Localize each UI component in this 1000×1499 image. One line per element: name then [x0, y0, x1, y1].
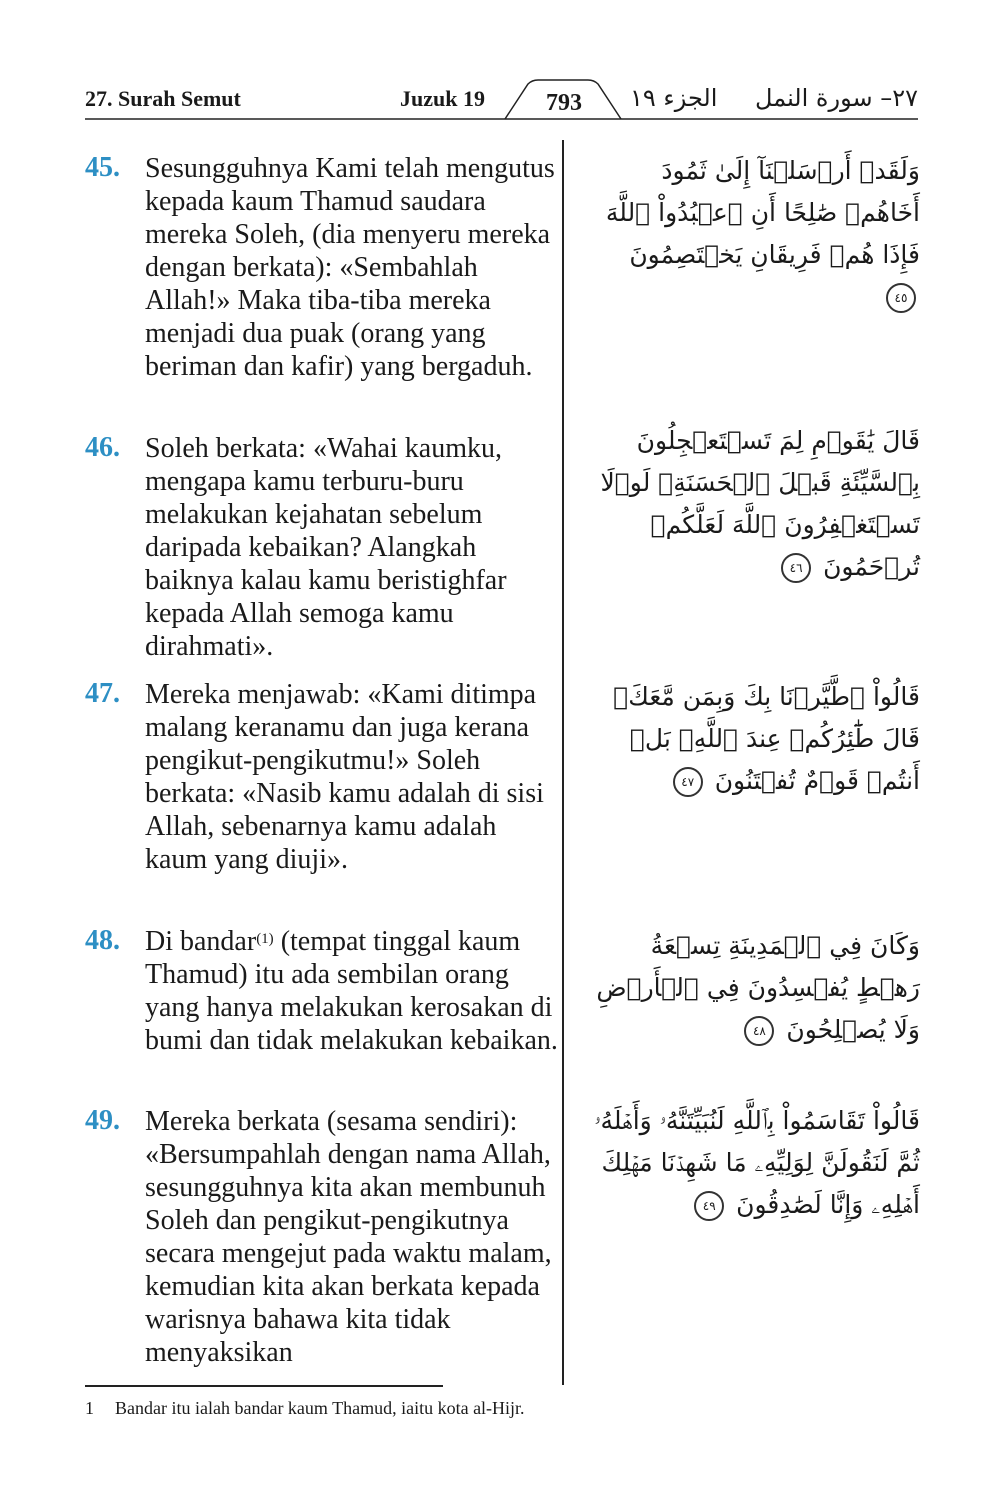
verse-text: Sesungguhnya Kami telah mengutus kepada kaum Thamud saudara mereka Soleh, (dia menyeru mereka dengan berkata): «Sembahlah Allah!» Maka tiba-tiba mereka menjadi dua puak (orang yang beriman dan kafir) yang bergaduh.	[145, 153, 555, 382]
ayah-marker: ٤٧	[673, 767, 703, 797]
arabic-text: قَالَ يَٰقَوۡمِ لِمَ تَسۡتَعۡجِلُونَ بِٱلسَّيِّئَةِ قَبۡلَ ٱلۡحَسَنَةِۖ لَوۡلَا تَسۡتَغۡفِرُونَ ٱللَّهَ لَعَلَّكُمۡ تُرۡحَمُونَ	[600, 426, 920, 581]
verse-45-arabic	[588, 150, 920, 318]
juz-label-latin: Juzuk 19	[400, 86, 485, 111]
verse-number: 47.	[85, 678, 120, 709]
ayah-marker: ٤٩	[694, 1191, 724, 1221]
verse-number: 45.	[85, 152, 120, 183]
page-number: 793	[546, 90, 582, 116]
footnote-rule	[85, 1385, 443, 1387]
verse-text-rest: (tempat tinggal kaum Thamud) itu ada sembilan orang yang hanya melakukan kerosakan di bumi dan tidak melakukan kebaikan.	[145, 926, 558, 1056]
arabic-text: وَكَانَ فِي ٱلۡمَدِينَةِ تِسۡعَةُ رَهۡطٍ يُفۡسِدُونَ فِي ٱلۡأَرۡضِ وَلَا يُصۡلِحُونَ	[596, 931, 920, 1044]
verse-text-start: Di bandar	[145, 926, 257, 957]
verse-47-arabic	[588, 676, 920, 802]
juz-label-arabic: الجزء ١٩	[630, 84, 718, 112]
footnote-number: 1	[85, 1398, 94, 1418]
verse-46-arabic	[588, 420, 920, 588]
verse-text: Soleh berkata: «Wahai kaumku, mengapa kamu terburu-buru melakukan kejahatan sebelum daripada kebaikan? Alangkah baiknya kalau kamu beristighfar kepada Allah semoga kamu dirahmati».	[145, 433, 507, 662]
surah-title-latin: 27. Surah Semut	[85, 86, 241, 111]
ayah-marker: ٤٦	[781, 553, 811, 583]
verse-text	[145, 925, 565, 1057]
page-header	[0, 0, 1000, 125]
arabic-text: قَالُواْ ٱطَّيَّرۡنَا بِكَ وَبِمَن مَّعَكَۚ قَالَ طَٰٓئِرُكُمۡ عِندَ ٱللَّهِۖ بَلۡ أَنتُمۡ قَوۡمٌ تُفۡتَنُونَ	[613, 682, 920, 795]
verse-number: 49.	[85, 1105, 120, 1136]
surah-title-arabic: ٢٧– سورة النمل	[755, 84, 918, 112]
verse-49-arabic	[588, 1100, 920, 1226]
footnote-reference[interactable]: (1)	[256, 931, 274, 947]
arabic-text: قَالُواْ تَقَاسَمُواْ بِٱللَّهِ لَنُبَيِّتَنَّهُۥ وَأَهۡلَهُۥ ثُمَّ لَنَقُولَنَّ لِوَلِيِّهِۦ مَا شَهِدۡنَا مَهۡلِكَ أَهۡلِهِۦ وَإِنَّا لَصَٰدِقُونَ	[594, 1106, 920, 1219]
verse-number: 46.	[85, 432, 120, 463]
verse-number: 48.	[85, 925, 120, 956]
ayah-marker: ٤٥	[886, 283, 916, 313]
arabic-text: وَلَقَدۡ أَرۡسَلۡنَآ إِلَىٰ ثَمُودَ أَخَاهُمۡ صَٰلِحًا أَنِ ٱعۡبُدُواْ ٱللَّهَ فَإِذَا هُمۡ فَرِيقَانِ يَخۡتَصِمُونَ	[605, 156, 920, 269]
verse-text: Mereka menjawab: «Kami ditimpa malang keranamu dan juga kerana pengikut-pengikutmu!» Soleh berkata: «Nasib kamu adalah di sisi Allah, sebenarnya kamu adalah kaum yang diuji».	[145, 679, 544, 875]
verse-48-arabic	[588, 925, 920, 1051]
footnote	[85, 1398, 525, 1419]
ayah-marker: ٤٨	[744, 1016, 774, 1046]
footnote-text: Bandar itu ialah bandar kaum Thamud, iaitu kota al-Hijr.	[115, 1398, 525, 1418]
verse-text: Mereka berkata (sesama sendiri): «Bersumpahlah dengan nama Allah, sesungguhnya kita akan membunuh Soleh dan pengikut-pengikutnya secara mengejut pada waktu malam, kemudian kita akan berkata kepada warisnya bahawa kita tidak menyaksikan	[145, 1106, 552, 1368]
